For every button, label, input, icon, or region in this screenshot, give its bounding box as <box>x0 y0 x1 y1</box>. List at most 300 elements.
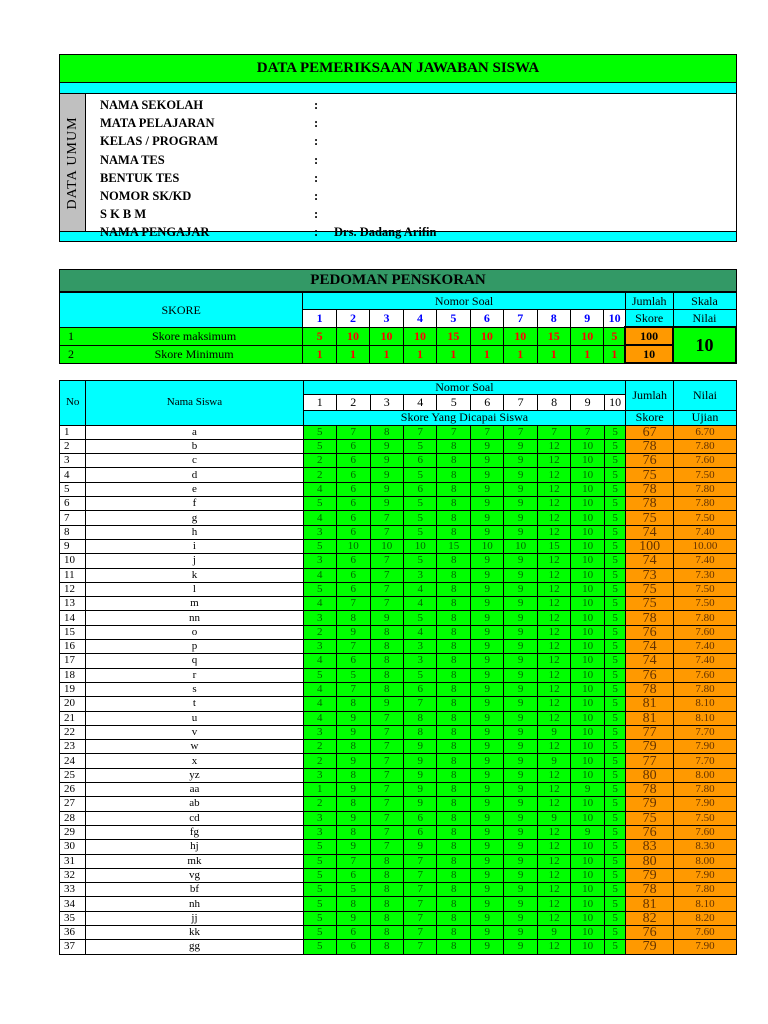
student-row <box>60 854 737 868</box>
student-score: 9 <box>470 754 503 768</box>
student-score: 9 <box>470 868 503 882</box>
student-name: gg <box>86 940 303 954</box>
student-row <box>60 497 737 511</box>
student-score: 8 <box>437 697 470 711</box>
pedoman-table <box>59 292 737 364</box>
student-nilai: 8.10 <box>674 711 737 725</box>
student-score: 5 <box>604 868 625 882</box>
student-row <box>60 725 737 739</box>
student-total: 83 <box>626 840 674 854</box>
student-name: aa <box>86 783 303 797</box>
student-score: 3 <box>403 568 436 582</box>
student-score: 5 <box>337 883 370 897</box>
student-no: 5 <box>60 482 86 496</box>
student-score: 3 <box>303 640 336 654</box>
student-score: 9 <box>470 725 503 739</box>
student-score: 9 <box>470 911 503 925</box>
student-name: g <box>86 511 303 525</box>
student-score: 8 <box>370 682 403 696</box>
student-score: 10 <box>504 539 537 553</box>
student-nilai: 7.80 <box>674 611 737 625</box>
question-number: 6 <box>470 310 503 328</box>
student-score: 8 <box>370 625 403 639</box>
student-score: 9 <box>470 854 503 868</box>
student-no: 32 <box>60 868 86 882</box>
student-name: f <box>86 497 303 511</box>
student-no: 34 <box>60 897 86 911</box>
header-question-number: 1 <box>303 395 336 411</box>
info-colon: : <box>314 98 319 112</box>
student-score: 15 <box>537 539 570 553</box>
header-question-number: 8 <box>537 395 570 411</box>
student-score: 3 <box>303 525 336 539</box>
student-total: 75 <box>626 511 674 525</box>
student-score: 8 <box>337 768 370 782</box>
student-score: 7 <box>403 897 436 911</box>
student-row <box>60 525 737 539</box>
student-score: 7 <box>337 425 370 439</box>
student-name: c <box>86 454 303 468</box>
student-no: 14 <box>60 611 86 625</box>
skore-header: SKORE <box>60 293 303 328</box>
student-score: 5 <box>604 497 625 511</box>
pedoman-row-no: 2 <box>60 345 86 363</box>
student-score: 6 <box>337 568 370 582</box>
student-row <box>60 625 737 639</box>
student-total: 78 <box>626 439 674 453</box>
student-score: 7 <box>337 854 370 868</box>
student-name: t <box>86 697 303 711</box>
student-score: 8 <box>370 868 403 882</box>
student-score: 12 <box>537 640 570 654</box>
student-no: 29 <box>60 825 86 839</box>
jumlah-header: Jumlah <box>625 293 673 310</box>
student-score: 9 <box>504 654 537 668</box>
student-score: 9 <box>470 597 503 611</box>
header-question-number: 7 <box>504 395 537 411</box>
student-score: 8 <box>437 740 470 754</box>
student-score: 7 <box>370 840 403 854</box>
student-nilai: 7.70 <box>674 725 737 739</box>
student-score: 5 <box>604 911 625 925</box>
student-score: 10 <box>571 597 604 611</box>
student-score: 9 <box>504 925 537 939</box>
student-score: 12 <box>537 497 570 511</box>
student-no: 28 <box>60 811 86 825</box>
pedoman-score: 15 <box>437 327 470 345</box>
student-total: 81 <box>626 697 674 711</box>
info-row <box>100 96 700 114</box>
student-name: v <box>86 725 303 739</box>
student-score: 8 <box>437 768 470 782</box>
student-score: 5 <box>604 754 625 768</box>
student-score: 8 <box>437 554 470 568</box>
student-score: 9 <box>337 625 370 639</box>
student-score: 4 <box>403 597 436 611</box>
info-row <box>100 169 700 187</box>
student-name: i <box>86 539 303 553</box>
student-score: 3 <box>303 554 336 568</box>
student-no: 10 <box>60 554 86 568</box>
info-colon: : <box>314 116 319 131</box>
pedoman-score: 1 <box>370 345 403 363</box>
student-score: 7 <box>403 883 436 897</box>
pedoman-row <box>60 327 737 345</box>
question-number: 9 <box>570 310 603 328</box>
student-score: 10 <box>571 897 604 911</box>
student-name: a <box>86 425 303 439</box>
student-score: 9 <box>504 740 537 754</box>
student-score: 9 <box>504 568 537 582</box>
student-score: 10 <box>571 754 604 768</box>
student-row <box>60 754 737 768</box>
student-name: k <box>86 568 303 582</box>
student-nilai: 7.30 <box>674 568 737 582</box>
question-number: 2 <box>336 310 369 328</box>
student-score: 5 <box>604 940 625 954</box>
student-nilai: 7.50 <box>674 511 737 525</box>
student-score: 7 <box>403 425 436 439</box>
student-score: 5 <box>604 925 625 939</box>
student-total: 82 <box>626 911 674 925</box>
pedoman-score: 10 <box>504 327 537 345</box>
student-no: 7 <box>60 511 86 525</box>
student-row <box>60 539 737 553</box>
student-score: 9 <box>370 611 403 625</box>
student-total: 75 <box>626 468 674 482</box>
student-score: 9 <box>403 797 436 811</box>
student-score: 10 <box>571 797 604 811</box>
student-score: 5 <box>604 539 625 553</box>
student-score: 6 <box>337 554 370 568</box>
student-name: mk <box>86 854 303 868</box>
student-score: 8 <box>437 754 470 768</box>
student-score: 10 <box>571 768 604 782</box>
student-score: 8 <box>437 897 470 911</box>
info-colon: : <box>314 225 319 240</box>
student-total: 78 <box>626 482 674 496</box>
student-score: 5 <box>604 482 625 496</box>
student-no: 15 <box>60 625 86 639</box>
student-row <box>60 740 737 754</box>
info-label: NAMA PENGAJAR <box>100 225 210 240</box>
student-no: 6 <box>60 497 86 511</box>
student-score: 9 <box>504 439 537 453</box>
student-score: 5 <box>604 625 625 639</box>
student-total: 77 <box>626 725 674 739</box>
student-score: 12 <box>537 825 570 839</box>
student-name: r <box>86 668 303 682</box>
student-score: 9 <box>370 497 403 511</box>
student-section <box>59 380 737 955</box>
student-score: 8 <box>437 525 470 539</box>
student-score: 8 <box>337 797 370 811</box>
student-total: 78 <box>626 611 674 625</box>
student-score: 5 <box>604 768 625 782</box>
pedoman-header-row-1 <box>60 293 737 310</box>
student-score: 7 <box>403 854 436 868</box>
student-score: 12 <box>537 525 570 539</box>
student-name: p <box>86 640 303 654</box>
student-total: 77 <box>626 754 674 768</box>
student-total: 80 <box>626 768 674 782</box>
student-score: 9 <box>470 768 503 782</box>
student-score: 9 <box>403 783 436 797</box>
student-score: 9 <box>470 640 503 654</box>
header-nilai: Nilai <box>674 381 737 411</box>
student-nilai: 7.60 <box>674 668 737 682</box>
header-question-number: 5 <box>437 395 470 411</box>
student-score: 8 <box>370 640 403 654</box>
student-score: 9 <box>403 768 436 782</box>
student-score: 10 <box>571 511 604 525</box>
pedoman-row-label: Skore maksimum <box>86 327 303 345</box>
student-score: 6 <box>337 511 370 525</box>
student-score: 10 <box>571 911 604 925</box>
student-score: 9 <box>504 511 537 525</box>
student-score: 4 <box>303 597 336 611</box>
student-score: 3 <box>403 654 436 668</box>
student-score: 8 <box>437 940 470 954</box>
info-label: S K B M <box>100 207 147 222</box>
student-score: 9 <box>470 697 503 711</box>
student-nilai: 8.30 <box>674 840 737 854</box>
pedoman-score: 10 <box>403 327 436 345</box>
student-no: 11 <box>60 568 86 582</box>
student-score: 5 <box>403 439 436 453</box>
student-score: 10 <box>571 725 604 739</box>
header-name: Nama Siswa <box>86 381 303 426</box>
student-nilai: 7.40 <box>674 654 737 668</box>
student-score: 4 <box>303 697 336 711</box>
student-score: 9 <box>337 911 370 925</box>
student-row <box>60 840 737 854</box>
student-score: 9 <box>504 940 537 954</box>
student-score: 8 <box>337 897 370 911</box>
student-score: 10 <box>571 811 604 825</box>
student-score: 9 <box>504 554 537 568</box>
student-name: jj <box>86 911 303 925</box>
student-score: 7 <box>370 582 403 596</box>
student-score: 7 <box>403 868 436 882</box>
student-score: 4 <box>303 711 336 725</box>
header-skore-dicapai: Skore Yang Dicapai Siswa <box>303 411 626 425</box>
student-score: 9 <box>504 682 537 696</box>
student-score: 9 <box>504 725 537 739</box>
student-nilai: 7.90 <box>674 740 737 754</box>
student-score: 5 <box>604 597 625 611</box>
student-name: d <box>86 468 303 482</box>
student-score: 8 <box>437 582 470 596</box>
student-score: 5 <box>604 811 625 825</box>
student-score: 2 <box>303 625 336 639</box>
student-row <box>60 797 737 811</box>
student-no: 18 <box>60 668 86 682</box>
student-score: 5 <box>604 582 625 596</box>
student-score: 9 <box>571 783 604 797</box>
student-total: 74 <box>626 554 674 568</box>
student-nilai: 7.60 <box>674 925 737 939</box>
student-row <box>60 468 737 482</box>
student-score: 8 <box>437 925 470 939</box>
student-no: 25 <box>60 768 86 782</box>
pedoman-score: 1 <box>604 345 625 363</box>
student-name: l <box>86 582 303 596</box>
student-score: 5 <box>303 911 336 925</box>
question-number: 7 <box>504 310 537 328</box>
student-score: 9 <box>370 454 403 468</box>
student-score: 8 <box>437 611 470 625</box>
student-score: 6 <box>403 482 436 496</box>
student-score: 12 <box>537 439 570 453</box>
student-row <box>60 511 737 525</box>
student-total: 79 <box>626 868 674 882</box>
student-score: 6 <box>337 868 370 882</box>
student-row <box>60 454 737 468</box>
student-score: 12 <box>537 940 570 954</box>
student-score: 5 <box>604 854 625 868</box>
student-score: 5 <box>604 568 625 582</box>
student-total: 73 <box>626 568 674 582</box>
info-row <box>100 223 700 241</box>
student-score: 12 <box>537 854 570 868</box>
student-no: 30 <box>60 840 86 854</box>
student-score: 9 <box>504 597 537 611</box>
pedoman-row-label: Skore Minimum <box>86 345 303 363</box>
student-total: 78 <box>626 883 674 897</box>
student-score: 9 <box>504 868 537 882</box>
info-colon: : <box>314 170 319 185</box>
student-score: 12 <box>537 568 570 582</box>
student-score: 9 <box>504 811 537 825</box>
student-score: 7 <box>370 811 403 825</box>
student-no: 31 <box>60 854 86 868</box>
student-nilai: 7.40 <box>674 640 737 654</box>
student-score: 5 <box>604 640 625 654</box>
student-name: h <box>86 525 303 539</box>
student-row <box>60 568 737 582</box>
student-row <box>60 439 737 453</box>
student-total: 78 <box>626 682 674 696</box>
student-score: 8 <box>403 711 436 725</box>
student-score: 9 <box>470 554 503 568</box>
student-score: 10 <box>571 439 604 453</box>
student-name: kk <box>86 925 303 939</box>
student-total: 79 <box>626 740 674 754</box>
student-score: 12 <box>537 868 570 882</box>
student-total: 75 <box>626 811 674 825</box>
student-score: 4 <box>403 625 436 639</box>
student-score: 12 <box>537 597 570 611</box>
student-nilai: 8.00 <box>674 768 737 782</box>
pedoman-score: 5 <box>303 327 336 345</box>
student-total: 79 <box>626 797 674 811</box>
student-score: 8 <box>337 611 370 625</box>
student-no: 13 <box>60 597 86 611</box>
student-score: 7 <box>370 711 403 725</box>
student-score: 6 <box>403 811 436 825</box>
student-score: 9 <box>403 754 436 768</box>
student-score: 9 <box>337 783 370 797</box>
student-score: 8 <box>437 597 470 611</box>
student-score: 9 <box>504 497 537 511</box>
pedoman-score: 1 <box>504 345 537 363</box>
pedoman-score: 10 <box>370 327 403 345</box>
student-score: 10 <box>571 697 604 711</box>
header-question-number: 9 <box>571 395 604 411</box>
student-name: o <box>86 625 303 639</box>
student-no: 21 <box>60 711 86 725</box>
student-score: 5 <box>604 668 625 682</box>
student-score: 2 <box>303 740 336 754</box>
student-score: 5 <box>337 668 370 682</box>
student-score: 6 <box>337 468 370 482</box>
student-score: 7 <box>370 511 403 525</box>
student-score: 9 <box>470 925 503 939</box>
info-label: NAMA TES <box>100 152 165 167</box>
info-colon: : <box>314 207 319 222</box>
pedoman-row-no: 1 <box>60 327 86 345</box>
student-score: 5 <box>303 868 336 882</box>
header-question-number: 10 <box>604 395 625 411</box>
student-score: 12 <box>537 911 570 925</box>
student-table <box>59 380 737 955</box>
student-score: 6 <box>337 925 370 939</box>
student-score: 8 <box>437 797 470 811</box>
info-colon: : <box>314 152 319 167</box>
student-score: 8 <box>437 854 470 868</box>
student-no: 2 <box>60 439 86 453</box>
student-score: 9 <box>470 883 503 897</box>
student-score: 6 <box>337 654 370 668</box>
student-score: 9 <box>537 754 570 768</box>
student-score: 9 <box>504 611 537 625</box>
student-score: 8 <box>437 482 470 496</box>
student-row <box>60 911 737 925</box>
student-score: 9 <box>470 840 503 854</box>
student-score: 6 <box>337 454 370 468</box>
student-score: 7 <box>571 425 604 439</box>
student-nilai: 7.90 <box>674 940 737 954</box>
student-score: 7 <box>370 768 403 782</box>
student-row <box>60 640 737 654</box>
student-no: 17 <box>60 654 86 668</box>
student-score: 12 <box>537 768 570 782</box>
student-score: 12 <box>537 697 570 711</box>
student-nilai: 7.90 <box>674 868 737 882</box>
student-row <box>60 582 737 596</box>
student-no: 33 <box>60 883 86 897</box>
student-score: 9 <box>504 697 537 711</box>
student-no: 1 <box>60 425 86 439</box>
question-number: 8 <box>537 310 570 328</box>
header-nomor-soal: Nomor Soal <box>303 381 626 395</box>
student-no: 20 <box>60 697 86 711</box>
student-nilai: 7.80 <box>674 682 737 696</box>
student-score: 5 <box>303 582 336 596</box>
pedoman-score: 5 <box>604 327 625 345</box>
student-score: 8 <box>370 940 403 954</box>
info-colon: : <box>314 134 319 149</box>
student-nilai: 7.50 <box>674 582 737 596</box>
student-score: 10 <box>571 582 604 596</box>
student-no: 9 <box>60 539 86 553</box>
pedoman-score: 10 <box>336 327 369 345</box>
student-score: 12 <box>537 840 570 854</box>
student-score: 12 <box>537 582 570 596</box>
student-score: 8 <box>437 640 470 654</box>
student-score: 5 <box>403 554 436 568</box>
